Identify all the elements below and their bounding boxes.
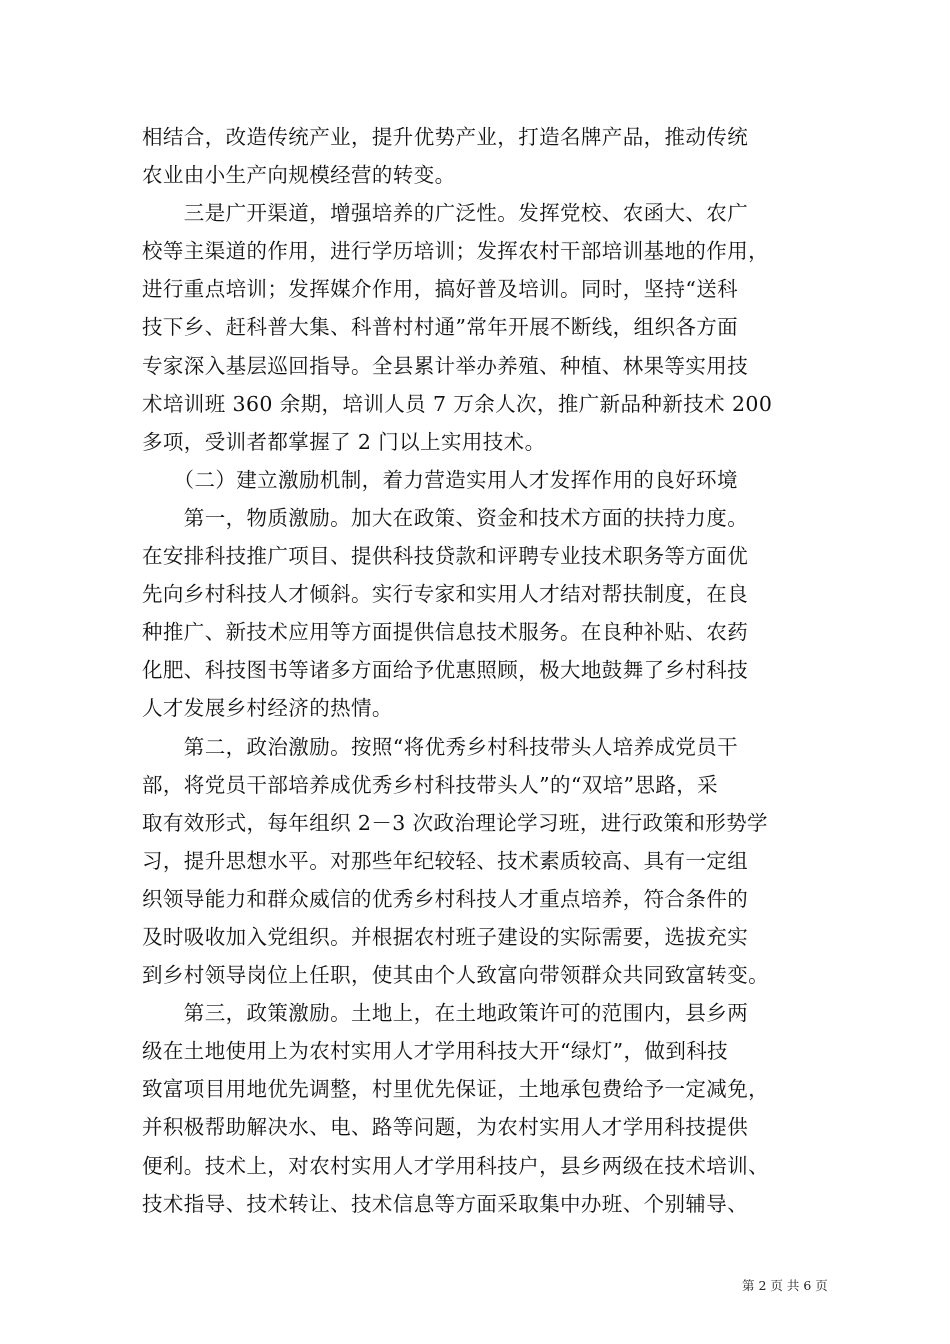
text-line: 取有效形式，每年组织 2－3 次政治理论学习班，进行政策和形势学: [142, 810, 768, 835]
text-line: 种推广、新技术应用等方面提供信息技术服务。在良种补贴、农药: [142, 620, 749, 645]
text-line: 第三，政策激励。土地上，在土地政策许可的范围内，县乡两: [142, 1001, 749, 1026]
text-line: 织领导能力和群众威信的优秀乡村科技人才重点培养，符合条件的: [142, 886, 749, 911]
text-line: 人才发展乡村经济的热情。: [142, 696, 393, 721]
text-line: 相结合，改造传统产业，提升优势产业，打造名牌产品，推动传统: [142, 125, 749, 149]
text-line: 在安排科技推广项目、提供科技贷款和评聘专业技术职务等方面优: [142, 544, 749, 569]
text-line: 三是广开渠道，增强培养的广泛性。发挥党校、农函大、农广: [142, 201, 749, 226]
text-line: 多项，受训者都掌握了 2 门以上实用技术。: [142, 429, 546, 454]
page-number: 第 2 页 共 6 页: [742, 1278, 828, 1293]
text-line: 及时吸收加入党组织。并根据农村班子建设的实际需要，选拔充实: [142, 924, 749, 949]
text-line: 术培训班 360 余期，培训人员 7 万余人次，推广新品种新技术 200: [142, 391, 773, 416]
text-line: 化肥、科技图书等诸多方面给予优惠照顾，极大地鼓舞了乡村科技: [142, 658, 749, 683]
text-line: 部，将党员干部培养成优秀乡村科技带头人”的“双培”思路，采: [142, 772, 719, 797]
text-line: 技下乡、赶科普大集、科普村村通”常年开展不断线，组织各方面: [142, 315, 739, 340]
text-line: 专家深入基层巡回指导。全县累计举办养殖、种植、林果等实用技: [142, 353, 749, 378]
text-line: 便利。技术上，对农村实用人才学用科技户，县乡两级在技术培训、: [142, 1153, 769, 1178]
text-line: 农业由小生产向规模经营的转变。: [142, 163, 456, 188]
body-text: [142, 118, 808, 1223]
text-line: 第一，物质激励。加大在政策、资金和技术方面的扶持力度。: [142, 505, 749, 530]
text-line: （二）建立激励机制，着力营造实用人才发挥作用的良好环境: [142, 467, 738, 492]
text-line: 技术指导、技术转让、技术信息等方面采取集中办班、个别辅导、: [142, 1191, 749, 1216]
text-line: 到乡村领导岗位上任职，使其由个人致富向带领群众共同致富转变。: [142, 963, 769, 988]
text-line: 并积极帮助解决水、电、路等问题，为农村实用人才学用科技提供: [142, 1115, 749, 1140]
text-line: 校等主渠道的作用，进行学历培训；发挥农村干部培训基地的作用，: [142, 239, 769, 264]
text-line: 级在土地使用上为农村实用人才学用科技大开“绿灯”，做到科技: [142, 1039, 729, 1064]
text-line: 致富项目用地优先调整，村里优先保证，土地承包费给予一定减免，: [142, 1077, 769, 1102]
text-line: 第二，政治激励。按照“将优秀乡村科技带头人培养成党员干: [142, 734, 739, 759]
text-line: 先向乡村科技人才倾斜。实行专家和实用人才结对帮扶制度，在良: [142, 582, 749, 607]
text-line: 习，提升思想水平。对那些年纪较轻、技术素质较高、具有一定组: [142, 848, 749, 873]
text-line: 进行重点培训；发挥媒介作用，搞好普及培训。同时，坚持“送科: [142, 277, 739, 302]
